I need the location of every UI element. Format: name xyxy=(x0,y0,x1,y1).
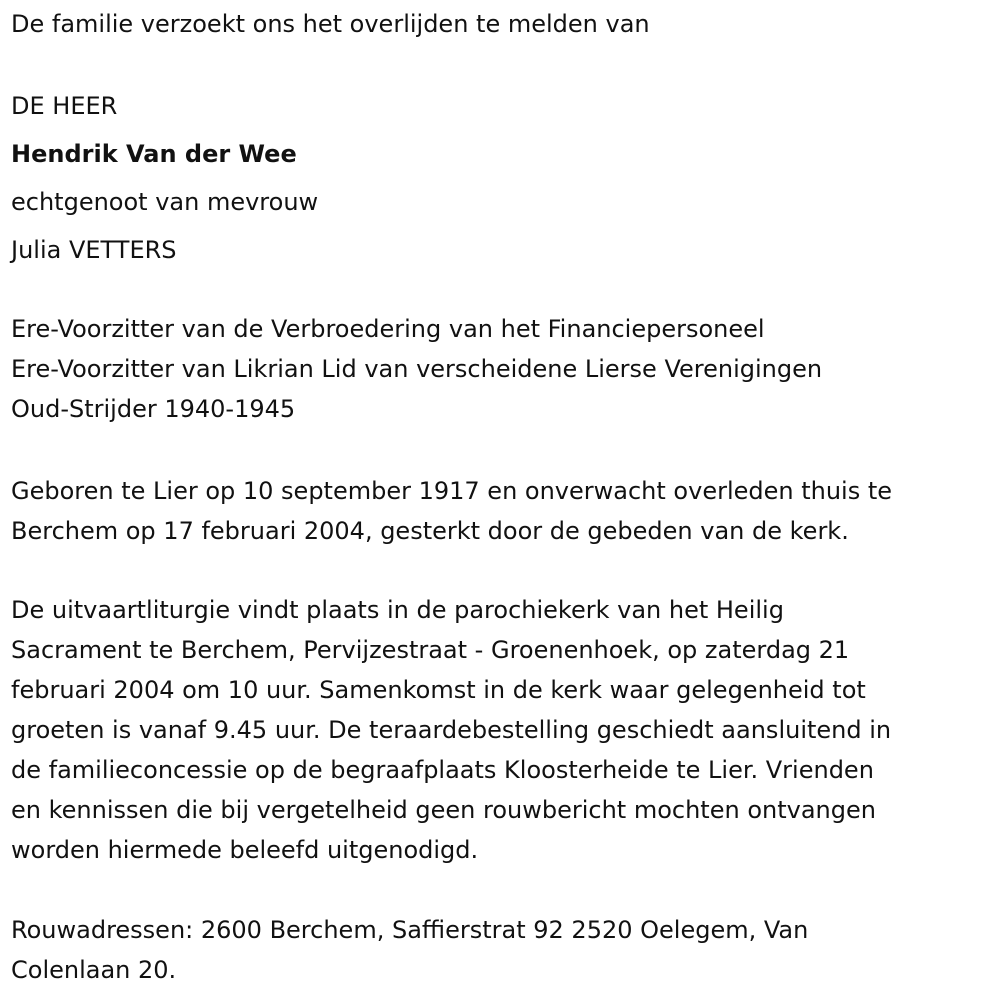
funeral-line: Sacrament te Berchem, Pervijzestraat - Groenenhoek, op zaterdag 21 xyxy=(11,636,850,664)
spouse-label: echtgenoot van mevrouw xyxy=(11,188,319,216)
funeral-line: worden hiermede beleefd uitgenodigd. xyxy=(11,836,479,864)
address-line: Colenlaan 20. xyxy=(11,956,177,984)
honorific: DE HEER xyxy=(11,92,118,120)
funeral-line: februari 2004 om 10 uur. Samenkomst in de kerk waar gelegenheid tot xyxy=(11,676,866,704)
birth-paragraph xyxy=(11,471,892,551)
titles-block xyxy=(11,309,822,429)
intro-text: De familie verzoekt ons het overlijden te melden van xyxy=(11,10,650,38)
title-line: Ere-Voorzitter van de Verbroedering van het Financiepersoneel xyxy=(11,315,765,343)
spouse-name: Julia VETTERS xyxy=(11,236,177,264)
funeral-paragraph xyxy=(11,590,891,870)
title-line: Ere-Voorzitter van Likrian Lid van verscheidene Lierse Verenigingen xyxy=(11,355,823,383)
addresses-paragraph xyxy=(11,910,808,990)
funeral-line: en kennissen die bij vergetelheid geen rouwbericht mochten ontvangen xyxy=(11,796,876,824)
funeral-line: de familieconcessie op de begraafplaats Kloosterheide te Lier. Vrienden xyxy=(11,756,874,784)
address-line: Rouwadressen: 2600 Berchem, Saffierstrat 92 2520 Oelegem, Van xyxy=(11,916,809,944)
title-line: Oud-Strijder 1940-1945 xyxy=(11,395,296,423)
birth-line: Geboren te Lier op 10 september 1917 en onverwacht overleden thuis te xyxy=(11,477,893,505)
funeral-line: groeten is vanaf 9.45 uur. De teraardebestelling geschiedt aansluitend in xyxy=(11,716,892,744)
deceased-name: Hendrik Van der Wee xyxy=(11,140,297,168)
funeral-line: De uitvaartliturgie vindt plaats in de parochiekerk van het Heilig xyxy=(11,596,784,624)
birth-line: Berchem op 17 februari 2004, gesterkt door de gebeden van de kerk. xyxy=(11,517,849,545)
